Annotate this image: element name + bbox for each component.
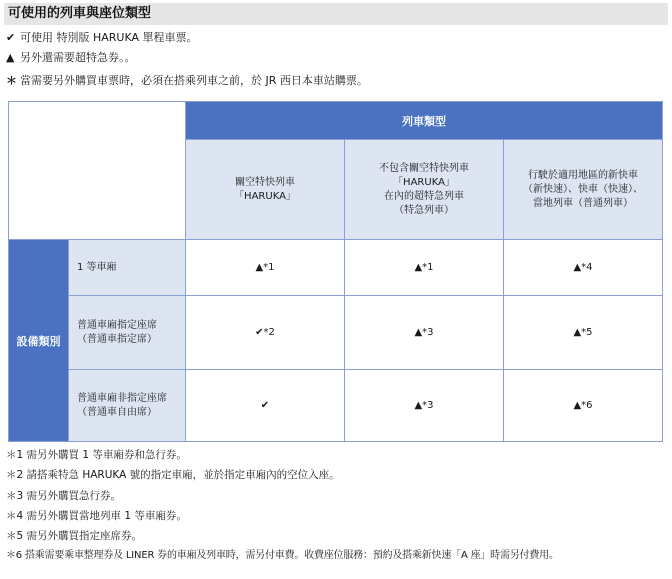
- table-cell: ▲*1: [186, 240, 345, 296]
- note-ticket-valid: [6, 31, 198, 45]
- header-line: 不包含關空特快列車: [379, 162, 469, 174]
- footnote-1: ＊1 需另外購買 1 等車廂券和急行券。: [6, 449, 187, 461]
- facility-header: 設備類別: [9, 240, 69, 442]
- train-type-haruka: [186, 140, 345, 240]
- footnote-3: ＊3 需另外購買急行券。: [6, 490, 122, 502]
- table-cell: ▲*4: [504, 240, 663, 296]
- header-line: 關空特快列車: [235, 176, 295, 188]
- table-cell: ✔: [186, 370, 345, 442]
- row-label-line: （普通車指定席）: [77, 333, 157, 345]
- train-type-limited-express: [345, 140, 504, 240]
- table-cell: ✔*2: [186, 296, 345, 370]
- note-text: 可使用 特別版 HARUKA 單程車票。: [20, 31, 198, 44]
- footnote-2: ＊2 請搭乘特急 HARUKA 號的指定車廂，並於指定車廂內的空位入座。: [6, 469, 340, 481]
- seat-type-table: [8, 101, 663, 442]
- note-text: 另外還需要超特急券。。: [20, 51, 136, 64]
- train-type-local: [504, 140, 663, 240]
- table-cell: ▲*3: [345, 370, 504, 442]
- note-text: 當需要另外購買車票時，必須在搭乘列車之前，於 JR 西日本車站購票。: [20, 74, 368, 87]
- triangle-icon: ▲: [6, 51, 15, 64]
- header-line: （新快速）、快車（快速）、: [523, 183, 643, 195]
- table-cell: ▲*1: [345, 240, 504, 296]
- header-line: 「HARUKA」: [393, 176, 455, 188]
- row-label-first-class: [69, 240, 186, 296]
- note-purchase: [6, 74, 368, 88]
- asterisk-icon: ＊: [6, 74, 17, 87]
- footnote-6: ＊6 搭乘需要乘車整理券及 LINER 券的車廂及列車時，需另付車費。收費座位服務：預約及搭乘新快速「A 座」時需另付費用。: [6, 550, 559, 561]
- note-extra-ticket: [6, 51, 136, 65]
- row-label-reserved: [69, 296, 186, 370]
- header-line: 當地列車（普通列車）: [533, 197, 633, 209]
- table-corner: [9, 102, 186, 240]
- row-label-non-reserved: [69, 370, 186, 442]
- table-cell: ▲*5: [504, 296, 663, 370]
- header-line: 在內的超特急列車: [384, 190, 464, 202]
- footnote-5: ＊5 需另外購買指定座席券。: [6, 530, 143, 542]
- header-line: 行駛於適用地區的新快車: [528, 169, 638, 181]
- header-line: 「HARUKA」: [234, 190, 296, 202]
- train-type-header: 列車類型: [186, 102, 663, 140]
- row-label-line: 普通車廂指定座席: [77, 319, 157, 331]
- row-label-line: 1 等車廂: [77, 261, 117, 273]
- table-cell: ▲*6: [504, 370, 663, 442]
- row-label-line: （普通車自由席）: [77, 406, 157, 418]
- page-title: 可使用的列車與座位類型: [4, 3, 668, 25]
- footnote-4: ＊4 需另外購買當地列車 1 等車廂券。: [6, 510, 187, 522]
- table-cell: ▲*3: [345, 296, 504, 370]
- header-line: （特急列車）: [394, 204, 454, 216]
- row-label-line: 普通車廂非指定座席: [77, 392, 167, 404]
- check-icon: ✔: [6, 31, 16, 44]
